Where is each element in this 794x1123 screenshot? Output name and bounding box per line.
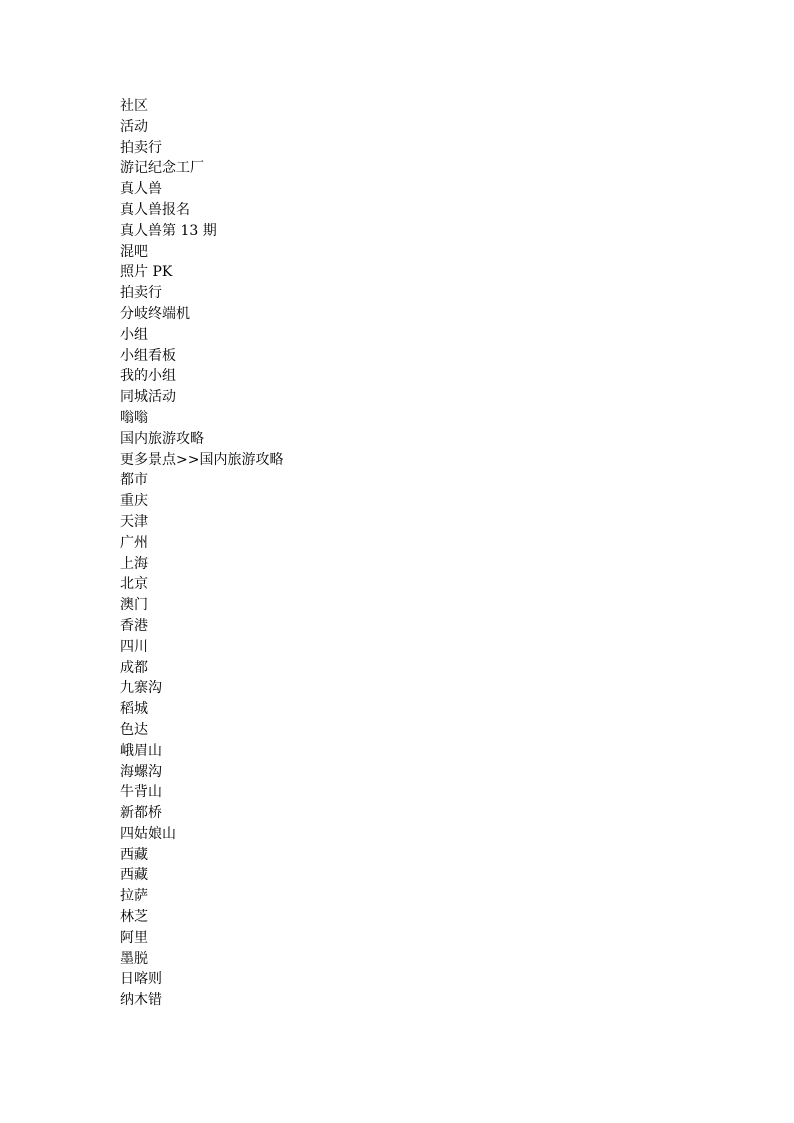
list-item[interactable]: 新都桥 bbox=[120, 805, 162, 822]
list-item[interactable]: 日喀则 bbox=[120, 971, 162, 988]
list-item[interactable]: 真人兽第 13 期 bbox=[120, 222, 217, 239]
list-item[interactable]: 澳门 bbox=[120, 597, 148, 614]
list-item[interactable]: 上海 bbox=[120, 555, 148, 572]
list-item[interactable]: 成都 bbox=[120, 659, 148, 676]
list-item[interactable]: 同城活动 bbox=[120, 389, 176, 406]
list-item[interactable]: 真人兽报名 bbox=[120, 201, 190, 218]
list-item[interactable]: 分岐终端机 bbox=[120, 305, 190, 322]
list-item[interactable]: 嗡嗡 bbox=[120, 409, 148, 426]
list-item[interactable]: 小组 bbox=[120, 326, 148, 343]
list-item[interactable]: 香港 bbox=[120, 617, 148, 634]
list-item[interactable]: 广州 bbox=[120, 534, 148, 551]
list-item[interactable]: 小组看板 bbox=[120, 347, 176, 364]
list-item[interactable]: 天津 bbox=[120, 513, 148, 530]
list-item[interactable]: 都市 bbox=[120, 472, 148, 489]
list-item[interactable]: 拉萨 bbox=[120, 888, 148, 905]
list-item[interactable]: 活动 bbox=[120, 118, 148, 135]
list-item[interactable]: 游记纪念工厂 bbox=[120, 160, 204, 177]
list-item[interactable]: 林芝 bbox=[120, 909, 148, 926]
list-item[interactable]: 社区 bbox=[120, 98, 148, 114]
list-item[interactable]: 国内旅游攻略 bbox=[120, 430, 204, 447]
list-item[interactable]: 四川 bbox=[120, 638, 148, 655]
list-item[interactable]: 色达 bbox=[120, 721, 148, 738]
list-item[interactable]: 四姑娘山 bbox=[120, 825, 176, 842]
list-item[interactable]: 牛背山 bbox=[120, 784, 162, 801]
list-item[interactable]: 重庆 bbox=[120, 493, 148, 510]
list-item[interactable]: 真人兽 bbox=[120, 181, 162, 198]
list-item[interactable]: 照片 PK bbox=[120, 264, 173, 281]
list-item[interactable]: 纳木错 bbox=[120, 992, 162, 1009]
list-item[interactable]: 西藏 bbox=[120, 867, 148, 884]
list-item[interactable]: 稻城 bbox=[120, 701, 148, 718]
list-item[interactable]: 阿里 bbox=[120, 929, 148, 946]
list-item[interactable]: 拍卖行 bbox=[120, 285, 162, 302]
list-item[interactable]: 峨眉山 bbox=[120, 742, 162, 759]
list-item[interactable]: 混吧 bbox=[120, 243, 148, 260]
list-item[interactable]: 北京 bbox=[120, 576, 148, 593]
list-item[interactable]: 西藏 bbox=[120, 846, 148, 863]
list-item[interactable]: 更多景点>>国内旅游攻略 bbox=[120, 451, 284, 468]
list-item[interactable]: 拍卖行 bbox=[120, 139, 162, 156]
list-item[interactable]: 九寨沟 bbox=[120, 680, 162, 697]
list-item[interactable]: 海螺沟 bbox=[120, 763, 162, 780]
list-item[interactable]: 墨脱 bbox=[120, 950, 148, 967]
list-item[interactable]: 我的小组 bbox=[120, 368, 176, 385]
link-list bbox=[120, 96, 680, 1011]
